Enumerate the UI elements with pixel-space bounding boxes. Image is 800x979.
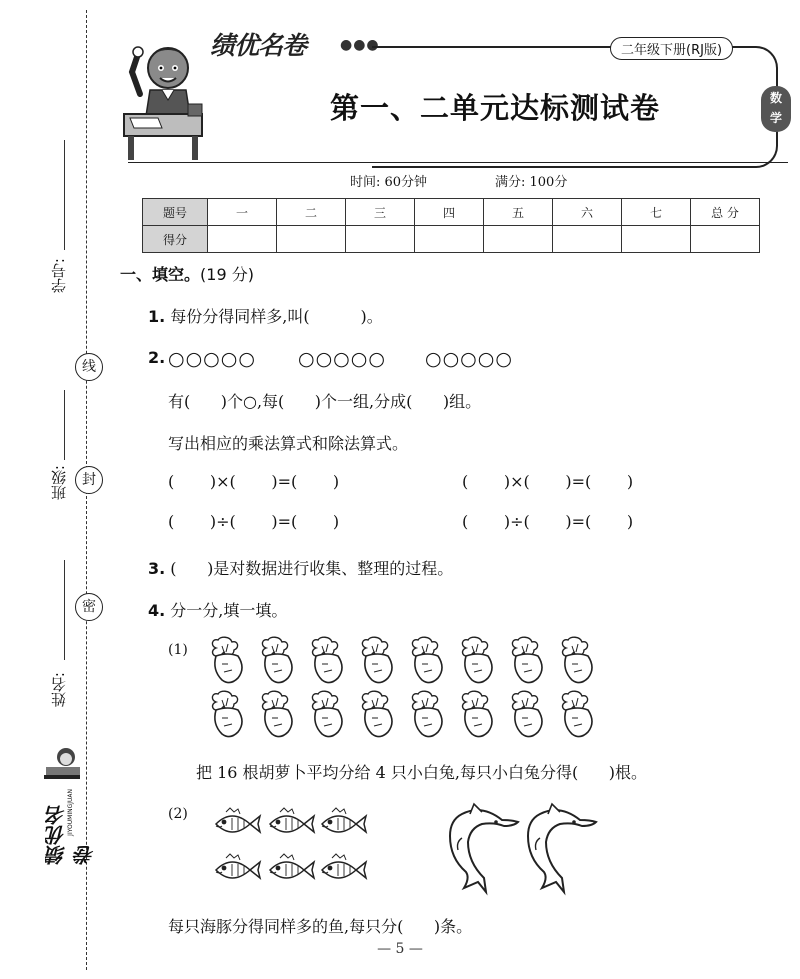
carrot-icon bbox=[512, 691, 542, 736]
carrot-icon bbox=[462, 691, 492, 736]
carrot-icon bbox=[312, 691, 342, 736]
student-id-label: 学号: bbox=[50, 258, 68, 294]
carrot-icon bbox=[312, 637, 342, 682]
carrot-icon bbox=[412, 691, 442, 736]
question-number: 1. bbox=[148, 307, 166, 326]
side-brand-logo bbox=[40, 745, 98, 865]
carrot-icon bbox=[462, 637, 492, 682]
page-number: — 5 — bbox=[377, 941, 423, 957]
table-cell: 五 bbox=[484, 199, 553, 226]
question-2-instruction: 写出相应的乘法算式和除法算式。 bbox=[168, 434, 409, 453]
class-fill-line bbox=[64, 390, 65, 460]
brand-logo-text: 绩优名卷 bbox=[210, 31, 307, 60]
question-3-text: ( )是对数据进行收集、整理的过程。 bbox=[165, 559, 454, 578]
section-1-points: (19 分) bbox=[200, 265, 254, 284]
student-id-fill-line bbox=[64, 140, 65, 250]
seal-mark-secret: 密 bbox=[75, 593, 103, 621]
header-frame-bottom-rule bbox=[128, 162, 788, 163]
carrot-illustration bbox=[208, 636, 608, 744]
name-fill-line bbox=[64, 560, 65, 660]
fish-illustration bbox=[210, 802, 370, 894]
question-number: 3. bbox=[148, 559, 166, 578]
subject-badge bbox=[761, 86, 791, 132]
dolphin-icon bbox=[450, 804, 518, 892]
circle-group-3: ○○○○○ bbox=[425, 348, 513, 370]
part-2-label: (2) bbox=[168, 806, 188, 822]
score-table bbox=[142, 198, 760, 253]
subject-char-2: 学 bbox=[769, 111, 782, 125]
part-1-label: (1) bbox=[168, 642, 188, 658]
table-cell: 七 bbox=[622, 199, 691, 226]
fish-icon bbox=[322, 854, 366, 878]
table-cell: 题号 bbox=[143, 199, 208, 226]
question-4 bbox=[148, 598, 287, 621]
part-1-text: 把 16 根胡萝卜平均分给 4 只小白兔,每只小白兔分得( )根。 bbox=[196, 763, 647, 782]
table-cell: 得分 bbox=[143, 226, 208, 253]
table-cell: 总 分 bbox=[691, 199, 760, 226]
side-brand-pinyin: JIYOUMINGJUAN bbox=[67, 789, 74, 836]
student-at-desk-icon bbox=[118, 24, 210, 162]
score-entry-cell[interactable] bbox=[622, 226, 691, 253]
class-label: 班级: bbox=[50, 465, 68, 501]
table-cell: 一 bbox=[208, 199, 277, 226]
division-blank-left: ( )÷( )=( ) bbox=[168, 512, 340, 531]
carrot-icon bbox=[212, 637, 242, 682]
score-table-score-row bbox=[143, 226, 760, 253]
score-entry-cell[interactable] bbox=[346, 226, 415, 253]
page-title: 第一、二单元达标测试卷 bbox=[330, 91, 661, 125]
question-number: 2. bbox=[148, 348, 166, 367]
table-cell: 六 bbox=[553, 199, 622, 226]
score-entry-cell[interactable] bbox=[415, 226, 484, 253]
grade-badge: 二年级下册(RJ版) bbox=[610, 37, 733, 60]
question-3 bbox=[148, 556, 453, 579]
question-2-blanks: 有( )个○,每( )个一组,分成( )组。 bbox=[168, 392, 482, 411]
circle-group-2: ○○○○○ bbox=[298, 348, 386, 370]
carrot-icon bbox=[512, 637, 542, 682]
carrot-icon bbox=[412, 637, 442, 682]
subject-char-1: 数 bbox=[769, 91, 782, 105]
fish-icon bbox=[216, 854, 260, 878]
name-label: 姓名: bbox=[50, 672, 68, 708]
score-entry-cell[interactable] bbox=[553, 226, 622, 253]
part-2-text: 每只海豚分得同样多的鱼,每只分( )条。 bbox=[168, 917, 473, 936]
fish-icon bbox=[270, 808, 314, 832]
question-2-number bbox=[148, 348, 165, 367]
question-1-text: 每份分得同样多,叫( )。 bbox=[165, 307, 383, 326]
fish-icon bbox=[270, 854, 314, 878]
seal-mark-seal: 封 bbox=[75, 466, 103, 494]
fish-icon bbox=[216, 808, 260, 832]
multiplication-blank-right: ( )×( )=( ) bbox=[462, 472, 634, 491]
table-cell: 三 bbox=[346, 199, 415, 226]
carrot-icon bbox=[212, 691, 242, 736]
full-score: 满分: 100分 bbox=[495, 175, 568, 190]
reading-boy-icon bbox=[40, 745, 84, 785]
score-entry-cell[interactable] bbox=[208, 226, 277, 253]
carrot-icon bbox=[362, 637, 392, 682]
section-1-title: 一、填空。 bbox=[120, 265, 201, 284]
question-number: 4. bbox=[148, 601, 166, 620]
multiplication-blank-left: ( )×( )=( ) bbox=[168, 472, 340, 491]
score-entry-cell[interactable] bbox=[691, 226, 760, 253]
side-brand-text: 绩优名卷 bbox=[45, 805, 98, 865]
score-entry-cell[interactable] bbox=[484, 226, 553, 253]
fish-icon bbox=[322, 808, 366, 832]
dolphin-illustration bbox=[440, 800, 610, 896]
carrot-icon bbox=[262, 637, 292, 682]
question-4-text: 分一分,填一填。 bbox=[165, 601, 288, 620]
dolphin-icon bbox=[528, 804, 596, 892]
score-table-header-row bbox=[143, 199, 760, 226]
score-entry-cell[interactable] bbox=[277, 226, 346, 253]
exam-time: 时间: 60分钟 bbox=[350, 175, 428, 190]
carrot-icon bbox=[362, 691, 392, 736]
circle-group-1: ○○○○○ bbox=[168, 348, 256, 370]
brand-dots: ●●● bbox=[340, 37, 380, 53]
question-1 bbox=[148, 304, 383, 327]
table-cell: 二 bbox=[277, 199, 346, 226]
table-cell: 四 bbox=[415, 199, 484, 226]
carrot-icon bbox=[562, 691, 592, 736]
carrot-icon bbox=[562, 637, 592, 682]
section-1-heading bbox=[120, 262, 254, 285]
seal-mark-line: 线 bbox=[75, 353, 103, 381]
carrot-icon bbox=[262, 691, 292, 736]
division-blank-right: ( )÷( )=( ) bbox=[462, 512, 634, 531]
